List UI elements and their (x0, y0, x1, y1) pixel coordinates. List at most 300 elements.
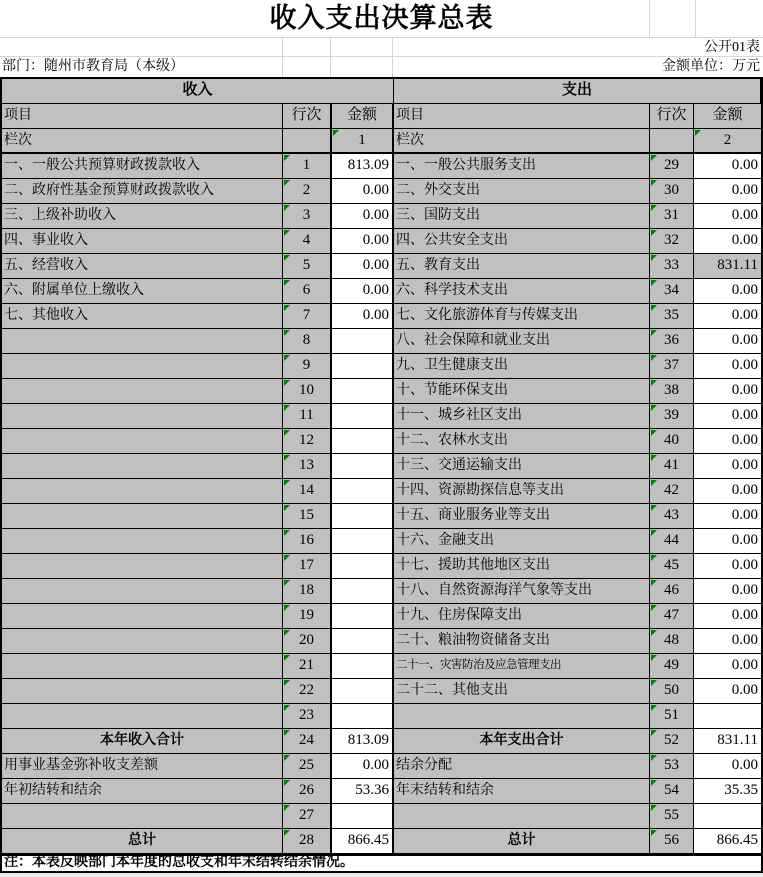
cell-flag-triangle-icon (651, 455, 657, 461)
expenditure-item-cell[interactable]: 十一、城乡社区支出 (394, 404, 650, 429)
expenditure-rowno-value: 39 (664, 407, 679, 423)
expenditure-item-cell[interactable]: 四、公共安全支出 (394, 229, 650, 254)
income-table-row (2, 829, 394, 854)
income-item-cell[interactable]: 总计 (2, 829, 283, 854)
cell-flag-triangle-icon (284, 255, 290, 261)
expenditure-item-cell[interactable]: 十八、自然资源海洋气象等支出 (394, 579, 650, 604)
expenditure-item-cell[interactable]: 十五、商业服务业等支出 (394, 504, 650, 529)
expenditure-amount-cell[interactable]: 831.11 (694, 729, 761, 754)
income-amount-cell[interactable] (332, 529, 394, 554)
income-lanci-row (2, 129, 394, 154)
cell-flag-triangle-icon (651, 730, 657, 736)
income-rowno-cell[interactable] (283, 329, 332, 354)
expenditure-column-header-row (394, 104, 761, 129)
expenditure-amount-cell[interactable]: 0.00 (694, 454, 761, 479)
income-rowno-value: 24 (299, 732, 314, 748)
expenditure-section (394, 79, 761, 854)
cell-flag-triangle-icon (284, 305, 290, 311)
income-amount-cell[interactable] (332, 579, 394, 604)
expenditure-item-cell[interactable]: 本年支出合计 (394, 729, 650, 754)
cell-flag-triangle-icon (284, 805, 290, 811)
income-table-row (2, 804, 394, 829)
income-column-header-row (2, 104, 394, 129)
income-item-cell[interactable] (2, 429, 283, 454)
income-rowno-value: 12 (299, 432, 314, 448)
cell-flag-triangle-icon (284, 680, 290, 686)
income-amount-cell[interactable] (332, 479, 394, 504)
income-amount-cell[interactable]: 0.00 (332, 229, 394, 254)
income-amount-cell[interactable] (332, 354, 394, 379)
income-rowno-value: 13 (299, 457, 314, 473)
expenditure-rowno-cell[interactable] (650, 704, 694, 729)
income-amount-cell[interactable] (332, 604, 394, 629)
expenditure-rowno-cell[interactable] (650, 829, 694, 854)
cell-flag-triangle-icon (284, 505, 290, 511)
expenditure-item-cell[interactable]: 六、科学技术支出 (394, 279, 650, 304)
income-item-cell[interactable]: 三、上级补助收入 (2, 204, 283, 229)
cell-flag-triangle-icon (651, 280, 657, 286)
income-table-row (2, 304, 394, 329)
unit-label: 金额单位：万元 (662, 59, 760, 74)
income-amount-cell[interactable]: 0.00 (332, 254, 394, 279)
expenditure-amount-cell[interactable]: 0.00 (694, 404, 761, 429)
income-amount-cell[interactable] (332, 554, 394, 579)
expenditure-rowno-value: 30 (664, 182, 679, 198)
expenditure-amount-cell[interactable]: 0.00 (694, 179, 761, 204)
income-rowno-cell[interactable] (283, 654, 332, 679)
expenditure-table-row (394, 254, 761, 279)
cell-flag-triangle-icon (284, 155, 290, 161)
income-rowno-cell[interactable] (283, 254, 332, 279)
footnote: 注：本表反映部门本年度的总收支和年末结转结余情况。 (0, 856, 763, 873)
expenditure-amount-cell[interactable]: 0.00 (694, 229, 761, 254)
income-rowno-cell[interactable] (283, 504, 332, 529)
cell-flag-triangle-icon (284, 205, 290, 211)
expenditure-lanci-blank-cell[interactable] (650, 129, 694, 154)
cell-flag-triangle-icon (651, 205, 657, 211)
income-lanci-blank-cell[interactable] (283, 129, 332, 154)
income-item-cell[interactable]: 七、其他收入 (2, 304, 283, 329)
income-rows-container (2, 154, 394, 854)
income-item-cell[interactable] (2, 529, 283, 554)
budget-table (0, 77, 763, 856)
expenditure-rowno-cell[interactable] (650, 779, 694, 804)
income-rowno-value: 19 (299, 607, 314, 623)
expenditure-amount-cell[interactable]: 0.00 (694, 279, 761, 304)
expenditure-rowno-cell[interactable] (650, 254, 694, 279)
income-lanci-colno-cell[interactable] (332, 129, 394, 154)
income-amount-cell[interactable]: 0.00 (332, 179, 394, 204)
cell-flag-triangle-icon (284, 830, 290, 836)
income-item-cell[interactable]: 五、经营收入 (2, 254, 283, 279)
income-table-row (2, 554, 394, 579)
expenditure-table-row (394, 229, 761, 254)
expenditure-item-cell[interactable] (394, 804, 650, 829)
expenditure-amount-cell[interactable]: 0.00 (694, 204, 761, 229)
expenditure-amount-cell[interactable]: 0.00 (694, 554, 761, 579)
expenditure-amount-cell[interactable]: 0.00 (694, 154, 761, 179)
expenditure-rowno-value: 45 (664, 557, 679, 573)
expenditure-table-row (394, 379, 761, 404)
expenditure-table-row (394, 629, 761, 654)
income-table-row (2, 204, 394, 229)
income-item-cell[interactable]: 六、附属单位上缴收入 (2, 279, 283, 304)
expenditure-item-cell[interactable]: 十四、资源勘探信息等支出 (394, 479, 650, 504)
income-table-row (2, 629, 394, 654)
expenditure-lanci-colno-cell[interactable] (694, 129, 761, 154)
expenditure-rowno-cell[interactable] (650, 179, 694, 204)
expenditure-rowno-cell[interactable] (650, 454, 694, 479)
income-section (2, 79, 394, 854)
expenditure-section-header-row (394, 79, 761, 104)
cell-flag-triangle-icon (651, 180, 657, 186)
income-item-cell[interactable] (2, 479, 283, 504)
cell-flag-triangle-icon (651, 330, 657, 336)
expenditure-table-row (394, 154, 761, 179)
income-amount-cell[interactable] (332, 454, 394, 479)
cell-flag-triangle-icon (651, 505, 657, 511)
expenditure-rowno-value: 33 (664, 257, 679, 273)
income-amount-cell[interactable] (332, 804, 394, 829)
expenditure-amount-cell[interactable]: 0.00 (694, 579, 761, 604)
expenditure-item-cell[interactable]: 二、外交支出 (394, 179, 650, 204)
income-item-cell[interactable]: 本年收入合计 (2, 729, 283, 754)
income-table-row (2, 654, 394, 679)
income-amount-cell[interactable] (332, 629, 394, 654)
income-item-cell[interactable] (2, 604, 283, 629)
expenditure-item-cell[interactable]: 十六、金融支出 (394, 529, 650, 554)
income-rowno-value: 23 (299, 707, 314, 723)
income-item-cell[interactable] (2, 404, 283, 429)
expenditure-rowno-cell[interactable] (650, 479, 694, 504)
expenditure-amount-cell[interactable]: 0.00 (694, 529, 761, 554)
income-rowno-cell[interactable] (283, 579, 332, 604)
expenditure-amount-cell[interactable]: 0.00 (694, 604, 761, 629)
income-item-cell[interactable] (2, 679, 283, 704)
income-rowno-cell[interactable] (283, 529, 332, 554)
income-amount-cell[interactable]: 53.36 (332, 779, 394, 804)
expenditure-rowno-value: 35 (664, 307, 679, 323)
income-rowno-value: 20 (299, 632, 314, 648)
expenditure-rowno-cell[interactable] (650, 229, 694, 254)
expenditure-rowno-value: 44 (664, 532, 679, 548)
income-item-cell[interactable] (2, 329, 283, 354)
income-lanci-label[interactable]: 栏次 (2, 129, 283, 154)
income-item-cell[interactable] (2, 704, 283, 729)
expenditure-rowno-value: 47 (664, 607, 679, 623)
bottom-strip (0, 873, 763, 877)
income-item-cell[interactable] (2, 629, 283, 654)
expenditure-item-cell[interactable]: 一、一般公共服务支出 (394, 154, 650, 179)
expenditure-table-row (394, 754, 761, 779)
income-rowno-cell[interactable] (283, 454, 332, 479)
income-item-cell[interactable]: 用事业基金弥补收支差额 (2, 754, 283, 779)
expenditure-rowno-cell[interactable] (650, 154, 694, 179)
income-section-header-row (2, 79, 394, 104)
expenditure-rowno-cell[interactable] (650, 279, 694, 304)
expenditure-amount-cell[interactable]: 0.00 (694, 304, 761, 329)
income-rowno-value: 14 (299, 482, 314, 498)
income-amount-cell[interactable]: 0.00 (332, 754, 394, 779)
income-rowno-cell[interactable] (283, 554, 332, 579)
expenditure-item-cell[interactable]: 十、节能环保支出 (394, 379, 650, 404)
income-rowno-cell[interactable] (283, 754, 332, 779)
income-rowno-cell[interactable] (283, 479, 332, 504)
expenditure-amount-cell[interactable]: 0.00 (694, 329, 761, 354)
expenditure-amount-cell[interactable]: 0.00 (694, 504, 761, 529)
cell-flag-triangle-icon (284, 455, 290, 461)
income-amount-cell[interactable]: 813.09 (332, 729, 394, 754)
income-rowno-cell[interactable] (283, 154, 332, 179)
expenditure-item-cell[interactable]: 年末结转和结余 (394, 779, 650, 804)
expenditure-table-row (394, 429, 761, 454)
expenditure-item-cell[interactable]: 十二、农林水支出 (394, 429, 650, 454)
expenditure-rowno-value: 48 (664, 632, 679, 648)
expenditure-rowno-cell[interactable] (650, 554, 694, 579)
expenditure-item-cell[interactable]: 十九、住房保障支出 (394, 604, 650, 629)
income-rowno-cell[interactable] (283, 404, 332, 429)
expenditure-table-row (394, 329, 761, 354)
cell-flag-triangle-icon (284, 330, 290, 336)
expenditure-amount-header[interactable]: 金额 (694, 104, 761, 129)
income-item-cell[interactable]: 二、政府性基金预算财政拨款收入 (2, 179, 283, 204)
expenditure-rowno-cell[interactable] (650, 604, 694, 629)
income-rowno-value: 15 (299, 507, 314, 523)
expenditure-item-cell[interactable]: 八、社会保障和就业支出 (394, 329, 650, 354)
income-rowno-cell[interactable] (283, 379, 332, 404)
income-item-cell[interactable]: 四、事业收入 (2, 229, 283, 254)
income-rowno-value: 11 (299, 407, 314, 423)
income-rowno-cell[interactable] (283, 729, 332, 754)
income-table-row (2, 679, 394, 704)
expenditure-lanci-row (394, 129, 761, 154)
income-item-cell[interactable]: 一、一般公共预算财政拨款收入 (2, 154, 283, 179)
expenditure-rowno-value: 31 (664, 207, 679, 223)
expenditure-rowno-cell[interactable] (650, 429, 694, 454)
expenditure-amount-cell[interactable]: 0.00 (694, 379, 761, 404)
income-table-row (2, 604, 394, 629)
income-rowno-cell[interactable] (283, 604, 332, 629)
expenditure-item-cell[interactable]: 二十二、其他支出 (394, 679, 650, 704)
cell-flag-triangle-icon (651, 780, 657, 786)
income-table-row (2, 179, 394, 204)
income-rowno-cell[interactable] (283, 679, 332, 704)
income-table-row (2, 254, 394, 279)
expenditure-rowno-value: 36 (664, 332, 679, 348)
income-item-cell[interactable] (2, 804, 283, 829)
expenditure-lanci-colno: 2 (723, 132, 732, 148)
income-item-cell[interactable] (2, 579, 283, 604)
expenditure-rowno-value: 38 (664, 382, 679, 398)
expenditure-rowno-cell[interactable] (650, 579, 694, 604)
income-rowno-header[interactable]: 行次 (283, 104, 332, 129)
income-item-cell[interactable] (2, 354, 283, 379)
expenditure-table-row (394, 404, 761, 429)
expenditure-amount-cell[interactable]: 0.00 (694, 629, 761, 654)
income-table-row (2, 279, 394, 304)
expenditure-rowno-value: 29 (664, 157, 679, 173)
income-item-cell[interactable] (2, 654, 283, 679)
cell-flag-triangle-icon (284, 755, 290, 761)
income-rowno-cell[interactable] (283, 279, 332, 304)
expenditure-item-cell[interactable]: 九、卫生健康支出 (394, 354, 650, 379)
expenditure-rowno-value: 37 (664, 357, 679, 373)
income-amount-cell[interactable] (332, 429, 394, 454)
income-item-cell[interactable] (2, 454, 283, 479)
expenditure-item-cell[interactable] (394, 704, 650, 729)
expenditure-rowno-cell[interactable] (650, 404, 694, 429)
expenditure-item-cell[interactable]: 三、国防支出 (394, 204, 650, 229)
expenditure-amount-cell[interactable]: 0.00 (694, 679, 761, 704)
income-rowno-cell[interactable] (283, 304, 332, 329)
income-table-row (2, 704, 394, 729)
table-code: 公开01表 (704, 40, 760, 55)
sheet-header-area (0, 0, 763, 77)
income-table-row (2, 379, 394, 404)
expenditure-item-cell[interactable]: 二十、粮油物资储备支出 (394, 629, 650, 654)
expenditure-rowno-cell[interactable] (650, 529, 694, 554)
income-amount-cell[interactable] (332, 704, 394, 729)
income-item-cell[interactable]: 年初结转和结余 (2, 779, 283, 804)
expenditure-rowno-cell[interactable] (650, 729, 694, 754)
expenditure-amount-cell[interactable]: 0.00 (694, 429, 761, 454)
income-rowno-cell[interactable] (283, 629, 332, 654)
income-item-cell[interactable] (2, 554, 283, 579)
expenditure-rowno-cell[interactable] (650, 504, 694, 529)
income-table-row (2, 579, 394, 604)
expenditure-rowno-cell[interactable] (650, 629, 694, 654)
expenditure-item-cell[interactable]: 十七、援助其他地区支出 (394, 554, 650, 579)
cell-flag-triangle-icon (284, 180, 290, 186)
expenditure-amount-cell[interactable]: 0.00 (694, 754, 761, 779)
income-amount-header[interactable]: 金额 (332, 104, 394, 129)
expenditure-item-cell[interactable]: 结余分配 (394, 754, 650, 779)
expenditure-amount-cell[interactable] (694, 704, 761, 729)
expenditure-rowno-cell[interactable] (650, 379, 694, 404)
cell-flag-triangle-icon (651, 430, 657, 436)
income-rowno-cell[interactable] (283, 804, 332, 829)
income-amount-cell[interactable] (332, 654, 394, 679)
income-rowno-cell[interactable] (283, 354, 332, 379)
expenditure-section-header[interactable]: 支出 (394, 79, 761, 104)
cell-flag-triangle-icon (284, 480, 290, 486)
cell-flag-triangle-icon (651, 305, 657, 311)
income-item-cell[interactable] (2, 379, 283, 404)
expenditure-item-cell[interactable]: 总计 (394, 829, 650, 854)
income-amount-cell[interactable]: 813.09 (332, 154, 394, 179)
expenditure-rowno-cell[interactable] (650, 654, 694, 679)
expenditure-table-row (394, 204, 761, 229)
expenditure-rowno-cell[interactable] (650, 204, 694, 229)
expenditure-item-cell[interactable]: 十三、交通运输支出 (394, 454, 650, 479)
expenditure-amount-cell[interactable]: 0.00 (694, 654, 761, 679)
income-rowno-cell[interactable] (283, 229, 332, 254)
income-amount-cell[interactable]: 0.00 (332, 204, 394, 229)
income-rowno-cell[interactable] (283, 704, 332, 729)
income-rowno-value: 6 (302, 282, 311, 298)
income-amount-cell[interactable] (332, 329, 394, 354)
expenditure-rowno-header[interactable]: 行次 (650, 104, 694, 129)
expenditure-amount-cell[interactable]: 35.35 (694, 779, 761, 804)
income-section-header[interactable]: 收入 (2, 79, 394, 104)
cell-flag-triangle-icon (651, 655, 657, 661)
income-table-row (2, 404, 394, 429)
income-table-row (2, 779, 394, 804)
expenditure-rowno-value: 51 (664, 707, 679, 723)
income-rowno-cell[interactable] (283, 204, 332, 229)
cell-flag-triangle-icon (284, 355, 290, 361)
income-amount-cell[interactable]: 0.00 (332, 279, 394, 304)
income-rowno-value: 16 (299, 532, 314, 548)
cell-flag-triangle-icon (651, 605, 657, 611)
expenditure-rowno-cell[interactable] (650, 679, 694, 704)
cell-flag-triangle-icon (284, 380, 290, 386)
income-amount-cell[interactable]: 0.00 (332, 304, 394, 329)
expenditure-rowno-cell[interactable] (650, 754, 694, 779)
page-title: 收入支出决算总表 (269, 3, 494, 33)
expenditure-amount-cell[interactable] (694, 804, 761, 829)
income-amount-cell[interactable] (332, 504, 394, 529)
expenditure-rowno-cell[interactable] (650, 329, 694, 354)
cell-flag-triangle-icon (284, 730, 290, 736)
expenditure-rowno-value: 41 (664, 457, 679, 473)
expenditure-table-row (394, 804, 761, 829)
cell-flag-triangle-icon (651, 755, 657, 761)
expenditure-table-row (394, 654, 761, 679)
income-amount-cell[interactable] (332, 679, 394, 704)
income-item-cell[interactable] (2, 504, 283, 529)
expenditure-amount-cell[interactable]: 831.11 (694, 254, 761, 279)
expenditure-item-cell[interactable]: 二十一、灾害防治及应急管理支出 (394, 654, 650, 679)
income-rowno-cell[interactable] (283, 779, 332, 804)
expenditure-rowno-cell[interactable] (650, 354, 694, 379)
cell-flag-triangle-icon (651, 830, 657, 836)
income-table-row (2, 754, 394, 779)
expenditure-rowno-cell[interactable] (650, 804, 694, 829)
expenditure-rowno-value: 34 (664, 282, 679, 298)
expenditure-rowno-value: 52 (664, 732, 679, 748)
cell-flag-triangle-icon (651, 155, 657, 161)
expenditure-amount-cell[interactable]: 0.00 (694, 479, 761, 504)
income-rowno-cell[interactable] (283, 179, 332, 204)
cell-flag-triangle-icon (651, 630, 657, 636)
expenditure-item-cell[interactable]: 五、教育支出 (394, 254, 650, 279)
expenditure-lanci-label[interactable]: 栏次 (394, 129, 650, 154)
expenditure-rowno-value: 56 (664, 832, 679, 848)
income-amount-cell[interactable] (332, 379, 394, 404)
expenditure-amount-cell[interactable]: 0.00 (694, 354, 761, 379)
income-rowno-cell[interactable] (283, 429, 332, 454)
expenditure-table-row (394, 554, 761, 579)
expenditure-item-cell[interactable]: 七、文化旅游体育与传媒支出 (394, 304, 650, 329)
expenditure-rowno-value: 50 (664, 682, 679, 698)
expenditure-rowno-cell[interactable] (650, 304, 694, 329)
cell-flag-triangle-icon (284, 530, 290, 536)
income-amount-cell[interactable]: 866.45 (332, 829, 394, 854)
income-rowno-value: 8 (302, 332, 311, 348)
expenditure-item-header[interactable]: 项目 (394, 104, 650, 129)
cell-flag-triangle-icon (284, 405, 290, 411)
expenditure-table-row (394, 729, 761, 754)
expenditure-amount-cell[interactable]: 866.45 (694, 829, 761, 854)
income-rowno-cell[interactable] (283, 829, 332, 854)
income-table-row (2, 429, 394, 454)
income-amount-cell[interactable] (332, 404, 394, 429)
expenditure-table-row (394, 604, 761, 629)
income-table-row (2, 454, 394, 479)
cell-flag-triangle-icon (695, 130, 701, 136)
income-item-header[interactable]: 项目 (2, 104, 283, 129)
